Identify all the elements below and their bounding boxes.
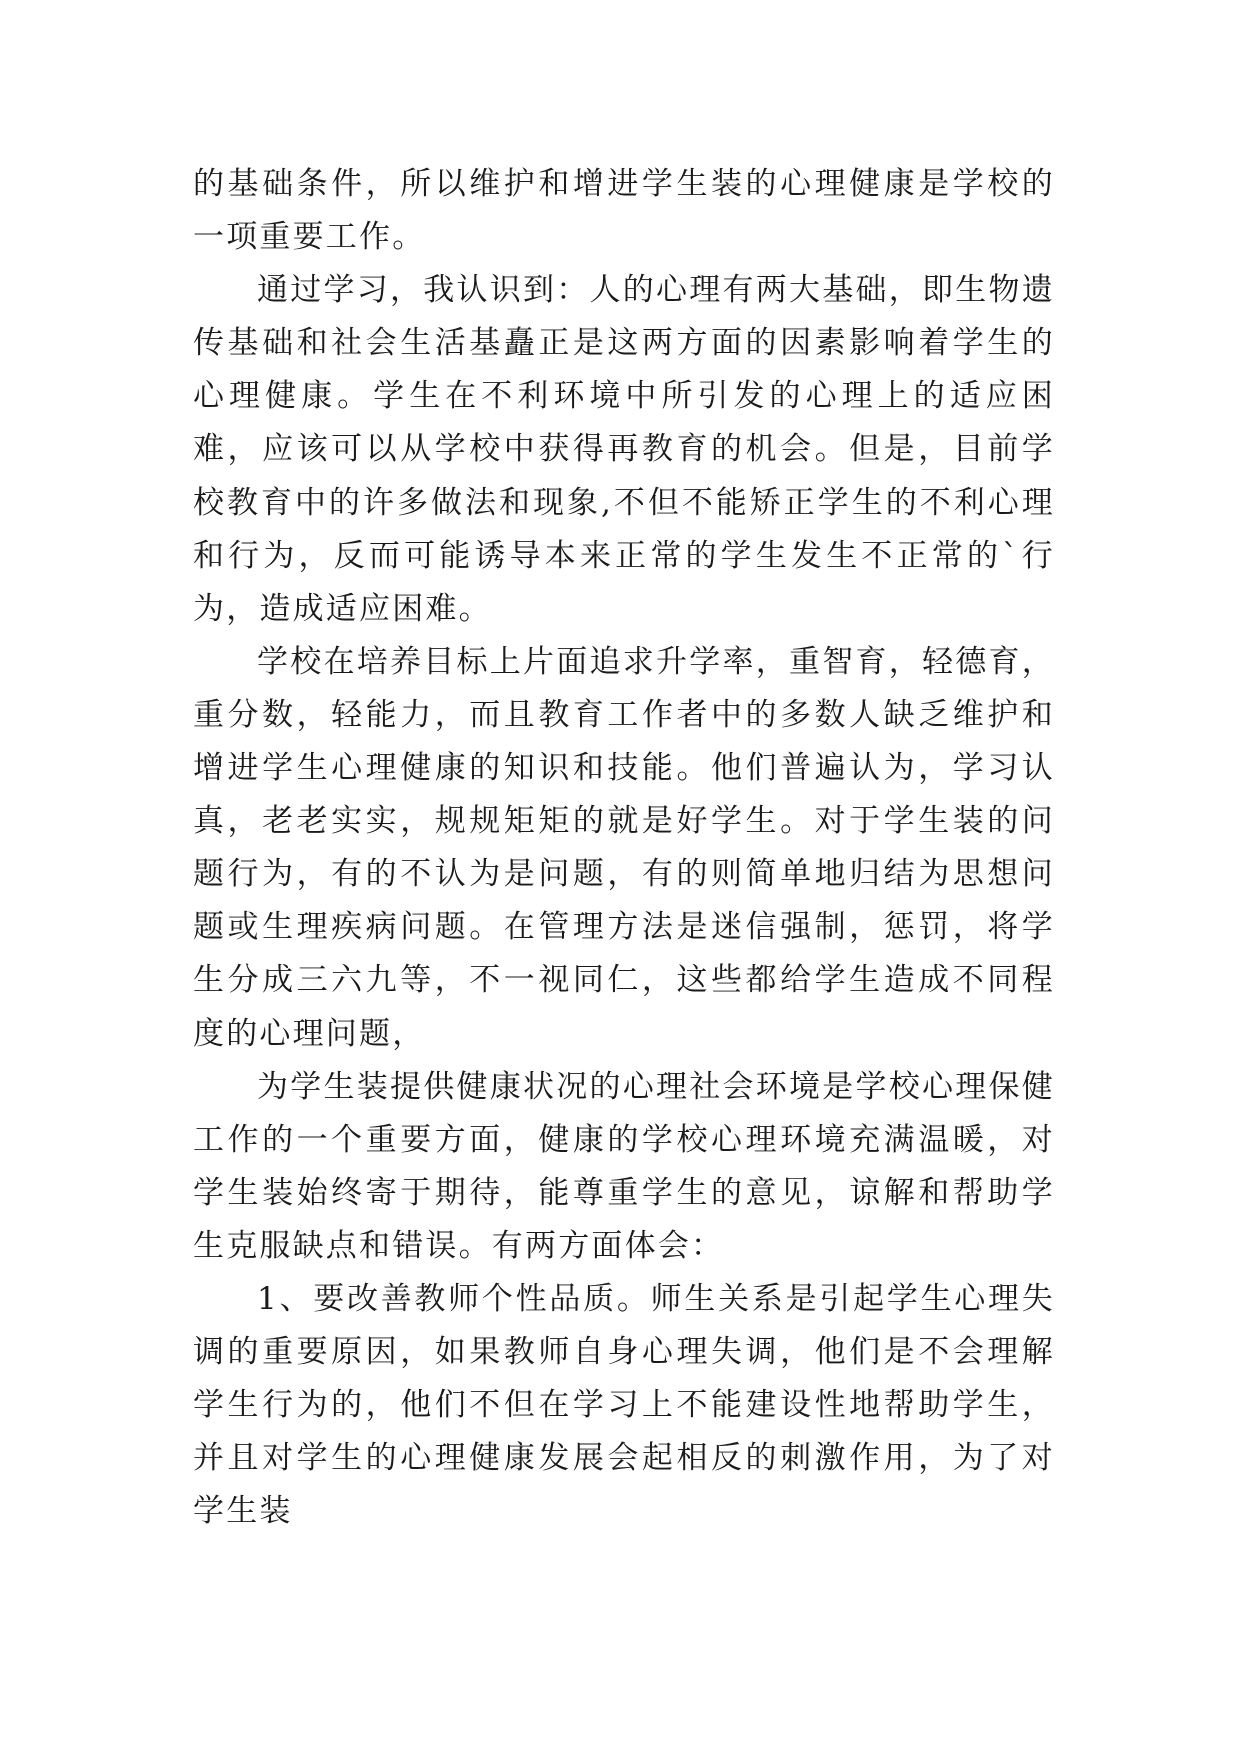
paragraph-continuation: 的基础条件，所以维护和增进学生装的心理健康是学校的一项重要工作。 xyxy=(193,166,1055,256)
paragraph-learning-insight: 通过学习，我认识到：人的心理有两大基础，即生物遗传基础和社会生活基矗正是这两方面的因素影响着学生的心理健康。学生在不利环境中所引发的心理上的适应困难，应该可以从学校中获得再教育的机会。但是，目前学校教育中的许多做法和现象,不但不能矫正学生的不利心理和行为，反而可能诱导本来正常的学生发生不正常的`行为，造成适应困难。 xyxy=(193,272,1055,627)
document-body xyxy=(193,158,1055,1538)
paragraph-point-one: 1、要改善教师个性品质。师生关系是引起学生心理失调的重要原因，如果教师自身心理失调，他们是不会理解学生行为的，他们不但在学习上不能建设性地帮助学生，并且对学生的心理健康发展会起相反的刺激作用，为了对学生装 xyxy=(193,1280,1055,1530)
paragraph-school-goals: 学校在培养目标上片面追求升学率，重智育，轻德育，重分数，轻能力，而且教育工作者中的多数人缺乏维护和增进学生心理健康的知识和技能。他们普遍认为，学习认真，老老实实，规规矩矩的就是好学生。对于学生装的问题行为，有的不认为是问题，有的则简单地归结为思想问题或生理疾病问题。在管理方法是迷信强制，惩罚，将学生分成三六九等，不一视同仁，这些都给学生造成不同程度的心理问题， xyxy=(193,643,1055,1052)
paragraph-environment: 为学生装提供健康状况的心理社会环境是学校心理保健工作的一个重要方面，健康的学校心理环境充满温暖，对学生装始终寄于期待，能尊重学生的意见，谅解和帮助学生克服缺点和错误。有两方面体会： xyxy=(193,1068,1055,1264)
